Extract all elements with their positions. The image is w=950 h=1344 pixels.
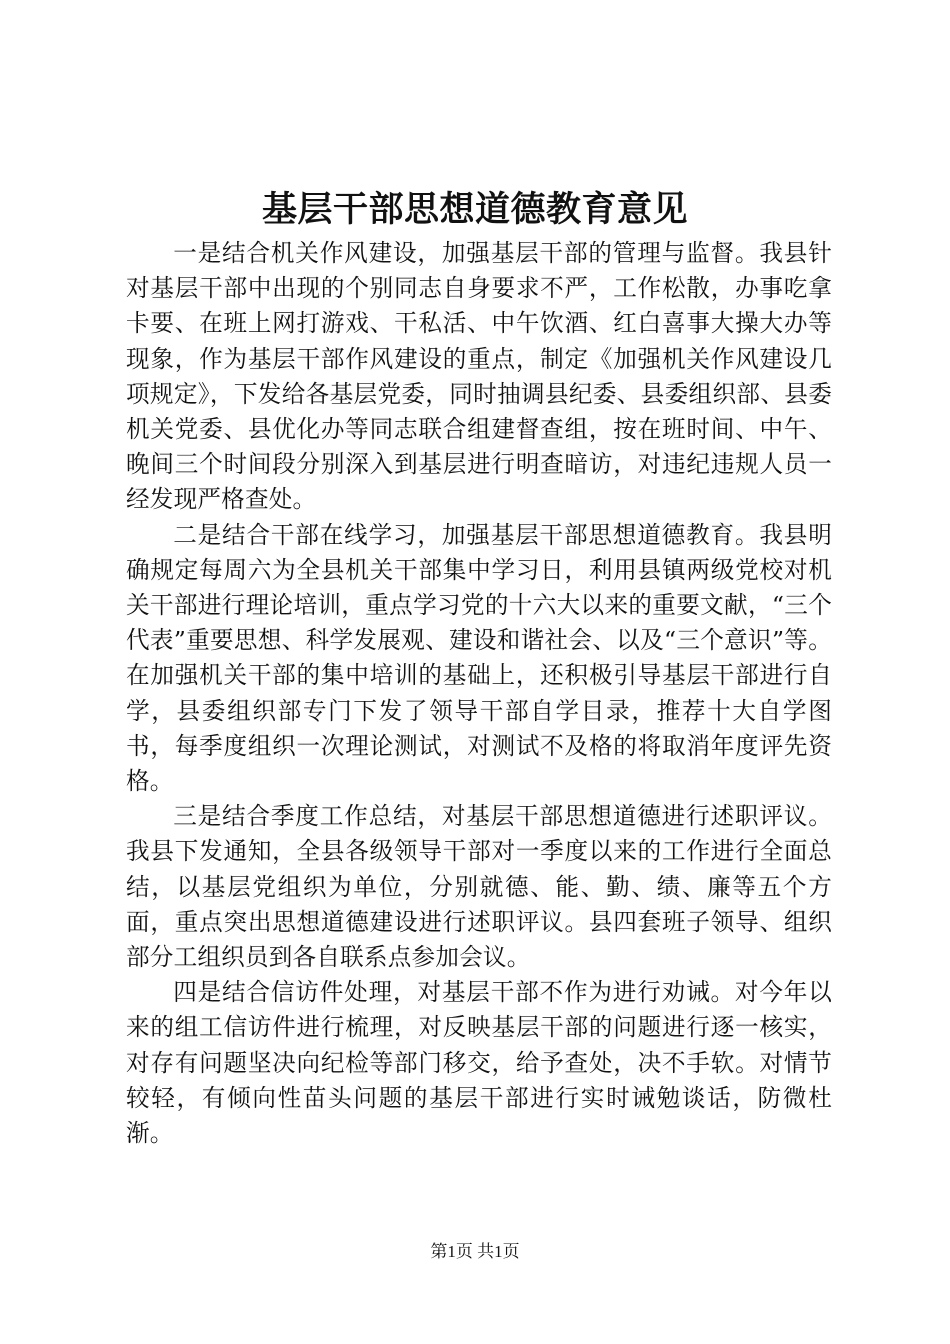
paragraph-3: 三是结合季度工作总结，对基层干部思想道德进行述职评议。我县下发通知，全县各级领导干部对一季度以来的工作进行全面总结，以基层党组织为单位，分别就德、能、勤、绩、廉等五个方面，重点突出思想道德建设进行述职评议。县四套班子领导、组织部分工组织员到各自联系点参加会议。 — [126, 802, 832, 972]
page-number-footer: 第1页 共1页 — [430, 1242, 520, 1261]
paragraph-4: 四是结合信访件处理，对基层干部不作为进行劝诫。对今年以来的组工信访件进行梳理，对反映基层干部的问题进行逐一核实，对存有问题坚决向纪检等部门移交，给予查处，决不手软。对情节较轻，有倾向性苗头问题的基层干部进行实时诫勉谈话，防微杜渐。 — [126, 978, 832, 1148]
document-title: 基层干部思想道德教育意见 — [261, 189, 688, 230]
paragraph-2: 二是结合干部在线学习，加强基层干部思想道德教育。我县明确规定每周六为全县机关干部集中学习日，利用县镇两级党校对机关干部进行理论培训，重点学习党的十六大以来的重要文献，“三个代表”重要思想、科学发展观、建设和谐社会、以及“三个意识”等。在加强机关干部的集中培训的基础上，还积极引导基层干部进行自学，县委组织部专门下发了领导干部自学目录，推荐十大自学图书，每季度组织一次理论测试，对测试不及格的将取消年度评先资格。 — [126, 520, 832, 796]
document-body — [126, 236, 832, 1151]
paragraph-1: 一是结合机关作风建设，加强基层干部的管理与监督。我县针对基层干部中出现的个别同志自身要求不严，工作松散，办事吃拿卡要、在班上网打游戏、干私活、中午饮酒、红白喜事大操大办等现象，作为基层干部作风建设的重点，制定《加强机关作风建设几项规定》，下发给各基层党委，同时抽调县纪委、县委组织部、县委机关党委、县优化办等同志联合组建督查组，按在班时间、中午、晚间三个时间段分别深入到基层进行明查暗访，对违纪违规人员一经发现严格查处。 — [126, 239, 832, 514]
